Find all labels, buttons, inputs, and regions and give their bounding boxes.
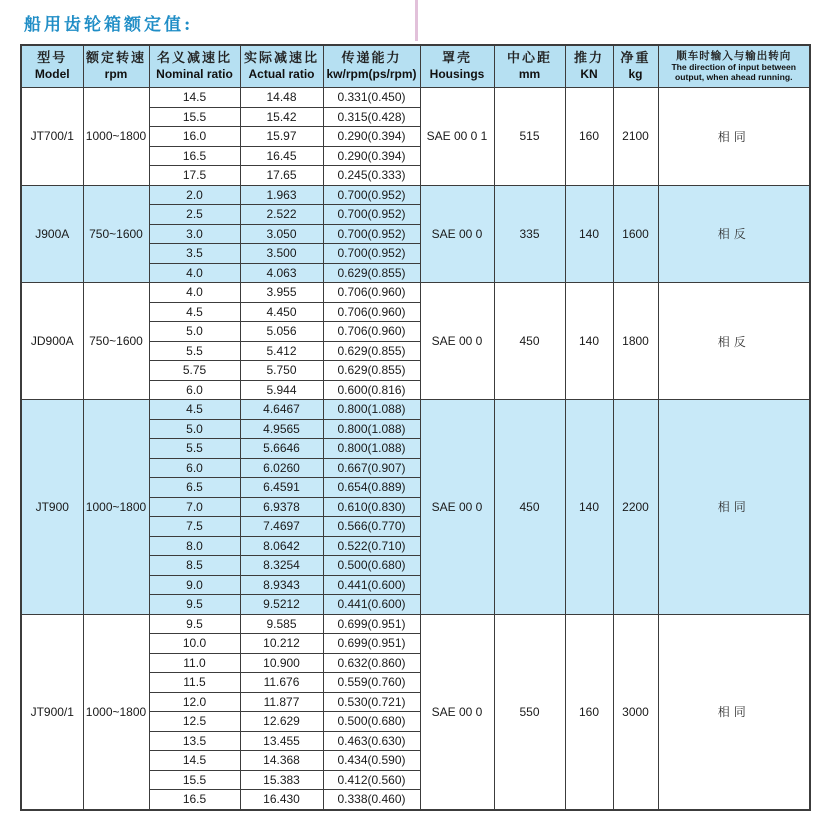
weight-cell: 2200: [613, 400, 658, 615]
column-header-en: KN: [580, 67, 598, 82]
rpm-cell: 1000~1800: [83, 88, 149, 186]
capacity-cell: 0.632(0.860): [323, 653, 420, 673]
capacity-cell: 0.667(0.907): [323, 458, 420, 478]
nominal-ratio-cell: 5.75: [149, 361, 240, 381]
rpm-cell: 750~1600: [83, 185, 149, 283]
capacity-cell: 0.800(1.088): [323, 419, 420, 439]
thrust-cell: 140: [565, 400, 613, 615]
capacity-cell: 0.629(0.855): [323, 361, 420, 381]
capacity-cell: 0.800(1.088): [323, 400, 420, 420]
nominal-ratio-cell: 16.0: [149, 127, 240, 147]
nominal-ratio-cell: 3.5: [149, 244, 240, 264]
thrust-cell: 160: [565, 88, 613, 186]
page-fold-line: [415, 0, 418, 41]
column-header-en: Model: [34, 67, 70, 82]
rpm-cell: 750~1600: [83, 283, 149, 400]
housing-cell: SAE 00 0: [420, 400, 494, 615]
actual-ratio-cell: 9.5212: [240, 595, 323, 615]
column-header-en: Actual ratio: [248, 67, 315, 82]
nominal-ratio-cell: 2.0: [149, 185, 240, 205]
actual-ratio-cell: 15.97: [240, 127, 323, 147]
nominal-ratio-cell: 4.5: [149, 400, 240, 420]
column-header-en: kw/rpm(ps/rpm): [326, 67, 417, 82]
capacity-cell: 0.706(0.960): [323, 283, 420, 303]
actual-ratio-cell: 3.500: [240, 244, 323, 264]
capacity-cell: 0.706(0.960): [323, 322, 420, 342]
center-distance-cell: 450: [494, 400, 565, 615]
housing-cell: SAE 00 0: [420, 185, 494, 283]
column-header-en: The direction of input between output, when ahead running.: [671, 62, 797, 83]
nominal-ratio-cell: 16.5: [149, 146, 240, 166]
nominal-ratio-cell: 5.5: [149, 341, 240, 361]
actual-ratio-cell: 14.48: [240, 88, 323, 108]
nominal-ratio-cell: 11.5: [149, 673, 240, 693]
nominal-ratio-cell: 7.5: [149, 517, 240, 537]
direction-cell: 相反: [658, 283, 810, 400]
table-row: [21, 185, 810, 205]
column-header-zh: 额定转速: [85, 50, 146, 66]
column-header-8: [613, 45, 658, 88]
column-header-7: [565, 45, 613, 88]
capacity-cell: 0.654(0.889): [323, 478, 420, 498]
capacity-cell: 0.600(0.816): [323, 380, 420, 400]
housing-cell: SAE 00 0 1: [420, 88, 494, 186]
table-row: [21, 88, 810, 108]
nominal-ratio-cell: 9.5: [149, 595, 240, 615]
table-body: [21, 88, 810, 810]
weight-cell: 1800: [613, 283, 658, 400]
direction-cell: 相同: [658, 88, 810, 186]
model-cell: J900A: [21, 185, 83, 283]
actual-ratio-cell: 4.450: [240, 302, 323, 322]
page-title: 船用齿轮箱额定值:: [24, 15, 194, 35]
direction-cell: 相同: [658, 614, 810, 810]
capacity-cell: 0.700(0.952): [323, 185, 420, 205]
capacity-cell: 0.463(0.630): [323, 731, 420, 751]
column-header-en: Housings: [429, 67, 485, 82]
actual-ratio-cell: 3.050: [240, 224, 323, 244]
capacity-cell: 0.559(0.760): [323, 673, 420, 693]
actual-ratio-cell: 13.455: [240, 731, 323, 751]
column-header-zh: 型号: [37, 50, 68, 66]
column-header-4: [323, 45, 420, 88]
capacity-cell: 0.290(0.394): [323, 127, 420, 147]
capacity-cell: 0.610(0.830): [323, 497, 420, 517]
column-header-6: [494, 45, 565, 88]
actual-ratio-cell: 1.963: [240, 185, 323, 205]
table-row: [21, 400, 810, 420]
actual-ratio-cell: 12.629: [240, 712, 323, 732]
table-header: [21, 45, 810, 88]
nominal-ratio-cell: 4.5: [149, 302, 240, 322]
nominal-ratio-cell: 6.0: [149, 380, 240, 400]
nominal-ratio-cell: 12.0: [149, 692, 240, 712]
weight-cell: 2100: [613, 88, 658, 186]
column-header-5: [420, 45, 494, 88]
capacity-cell: 0.700(0.952): [323, 244, 420, 264]
nominal-ratio-cell: 17.5: [149, 166, 240, 186]
column-header-en: Nominal ratio: [156, 67, 233, 82]
actual-ratio-cell: 15.42: [240, 107, 323, 127]
actual-ratio-cell: 5.412: [240, 341, 323, 361]
rpm-cell: 1000~1800: [83, 400, 149, 615]
model-cell: JD900A: [21, 283, 83, 400]
rpm-cell: 1000~1800: [83, 614, 149, 810]
column-header-1: [83, 45, 149, 88]
actual-ratio-cell: 3.955: [240, 283, 323, 303]
actual-ratio-cell: 10.900: [240, 653, 323, 673]
actual-ratio-cell: 6.4591: [240, 478, 323, 498]
nominal-ratio-cell: 16.5: [149, 790, 240, 810]
actual-ratio-cell: 5.750: [240, 361, 323, 381]
column-header-zh: 实际减速比: [243, 50, 319, 66]
housing-cell: SAE 00 0: [420, 614, 494, 810]
capacity-cell: 0.331(0.450): [323, 88, 420, 108]
capacity-cell: 0.700(0.952): [323, 205, 420, 225]
nominal-ratio-cell: 3.0: [149, 224, 240, 244]
column-header-en: kg: [628, 67, 643, 82]
column-header-zh: 名义减速比: [156, 50, 232, 66]
capacity-cell: 0.412(0.560): [323, 770, 420, 790]
column-header-en: rpm: [104, 67, 128, 82]
nominal-ratio-cell: 14.5: [149, 751, 240, 771]
nominal-ratio-cell: 5.5: [149, 439, 240, 459]
column-header-zh: 推力: [573, 50, 604, 66]
center-distance-cell: 335: [494, 185, 565, 283]
actual-ratio-cell: 8.3254: [240, 556, 323, 576]
capacity-cell: 0.441(0.600): [323, 595, 420, 615]
actual-ratio-cell: 2.522: [240, 205, 323, 225]
actual-ratio-cell: 4.6467: [240, 400, 323, 420]
model-cell: JT900: [21, 400, 83, 615]
nominal-ratio-cell: 4.0: [149, 283, 240, 303]
actual-ratio-cell: 6.0260: [240, 458, 323, 478]
model-cell: JT900/1: [21, 614, 83, 810]
capacity-cell: 0.699(0.951): [323, 614, 420, 634]
actual-ratio-cell: 5.056: [240, 322, 323, 342]
thrust-cell: 140: [565, 185, 613, 283]
nominal-ratio-cell: 7.0: [149, 497, 240, 517]
capacity-cell: 0.338(0.460): [323, 790, 420, 810]
actual-ratio-cell: 5.944: [240, 380, 323, 400]
actual-ratio-cell: 15.383: [240, 770, 323, 790]
nominal-ratio-cell: 5.0: [149, 419, 240, 439]
capacity-cell: 0.290(0.394): [323, 146, 420, 166]
actual-ratio-cell: 9.585: [240, 614, 323, 634]
column-header-zh: 罩壳: [441, 50, 472, 66]
capacity-cell: 0.800(1.088): [323, 439, 420, 459]
actual-ratio-cell: 7.4697: [240, 517, 323, 537]
capacity-cell: 0.699(0.951): [323, 634, 420, 654]
actual-ratio-cell: 6.9378: [240, 497, 323, 517]
column-header-2: [149, 45, 240, 88]
nominal-ratio-cell: 13.5: [149, 731, 240, 751]
housing-cell: SAE 00 0: [420, 283, 494, 400]
actual-ratio-cell: 5.6646: [240, 439, 323, 459]
direction-cell: 相同: [658, 400, 810, 615]
actual-ratio-cell: 4.063: [240, 263, 323, 283]
nominal-ratio-cell: 6.0: [149, 458, 240, 478]
capacity-cell: 0.245(0.333): [323, 166, 420, 186]
center-distance-cell: 550: [494, 614, 565, 810]
nominal-ratio-cell: 8.0: [149, 536, 240, 556]
nominal-ratio-cell: 12.5: [149, 712, 240, 732]
nominal-ratio-cell: 10.0: [149, 634, 240, 654]
capacity-cell: 0.566(0.770): [323, 517, 420, 537]
nominal-ratio-cell: 14.5: [149, 88, 240, 108]
capacity-cell: 0.522(0.710): [323, 536, 420, 556]
direction-cell: 相反: [658, 185, 810, 283]
weight-cell: 3000: [613, 614, 658, 810]
capacity-cell: 0.629(0.855): [323, 341, 420, 361]
actual-ratio-cell: 17.65: [240, 166, 323, 186]
gearbox-rating-table: [20, 44, 811, 811]
table-row: [21, 283, 810, 303]
column-header-zh: 传递能力: [341, 50, 402, 66]
actual-ratio-cell: 11.877: [240, 692, 323, 712]
nominal-ratio-cell: 11.0: [149, 653, 240, 673]
actual-ratio-cell: 10.212: [240, 634, 323, 654]
column-header-zh: 顺车时输入与输出转向: [676, 50, 792, 63]
actual-ratio-cell: 16.45: [240, 146, 323, 166]
actual-ratio-cell: 11.676: [240, 673, 323, 693]
capacity-cell: 0.315(0.428): [323, 107, 420, 127]
capacity-cell: 0.500(0.680): [323, 556, 420, 576]
center-distance-cell: 450: [494, 283, 565, 400]
capacity-cell: 0.434(0.590): [323, 751, 420, 771]
model-cell: JT700/1: [21, 88, 83, 186]
capacity-cell: 0.441(0.600): [323, 575, 420, 595]
nominal-ratio-cell: 5.0: [149, 322, 240, 342]
center-distance-cell: 515: [494, 88, 565, 186]
nominal-ratio-cell: 9.5: [149, 614, 240, 634]
capacity-cell: 0.629(0.855): [323, 263, 420, 283]
nominal-ratio-cell: 8.5: [149, 556, 240, 576]
column-header-en: mm: [518, 67, 541, 82]
nominal-ratio-cell: 9.0: [149, 575, 240, 595]
header-row: [21, 45, 810, 88]
capacity-cell: 0.700(0.952): [323, 224, 420, 244]
column-header-zh: 净重: [620, 50, 651, 66]
table-row: [21, 614, 810, 634]
actual-ratio-cell: 14.368: [240, 751, 323, 771]
capacity-cell: 0.706(0.960): [323, 302, 420, 322]
nominal-ratio-cell: 4.0: [149, 263, 240, 283]
thrust-cell: 160: [565, 614, 613, 810]
actual-ratio-cell: 16.430: [240, 790, 323, 810]
actual-ratio-cell: 8.0642: [240, 536, 323, 556]
actual-ratio-cell: 4.9565: [240, 419, 323, 439]
column-header-9: [658, 45, 810, 88]
weight-cell: 1600: [613, 185, 658, 283]
capacity-cell: 0.530(0.721): [323, 692, 420, 712]
nominal-ratio-cell: 2.5: [149, 205, 240, 225]
nominal-ratio-cell: 15.5: [149, 770, 240, 790]
nominal-ratio-cell: 6.5: [149, 478, 240, 498]
column-header-3: [240, 45, 323, 88]
column-header-0: [21, 45, 83, 88]
thrust-cell: 140: [565, 283, 613, 400]
capacity-cell: 0.500(0.680): [323, 712, 420, 732]
actual-ratio-cell: 8.9343: [240, 575, 323, 595]
nominal-ratio-cell: 15.5: [149, 107, 240, 127]
column-header-zh: 中心距: [506, 50, 552, 66]
